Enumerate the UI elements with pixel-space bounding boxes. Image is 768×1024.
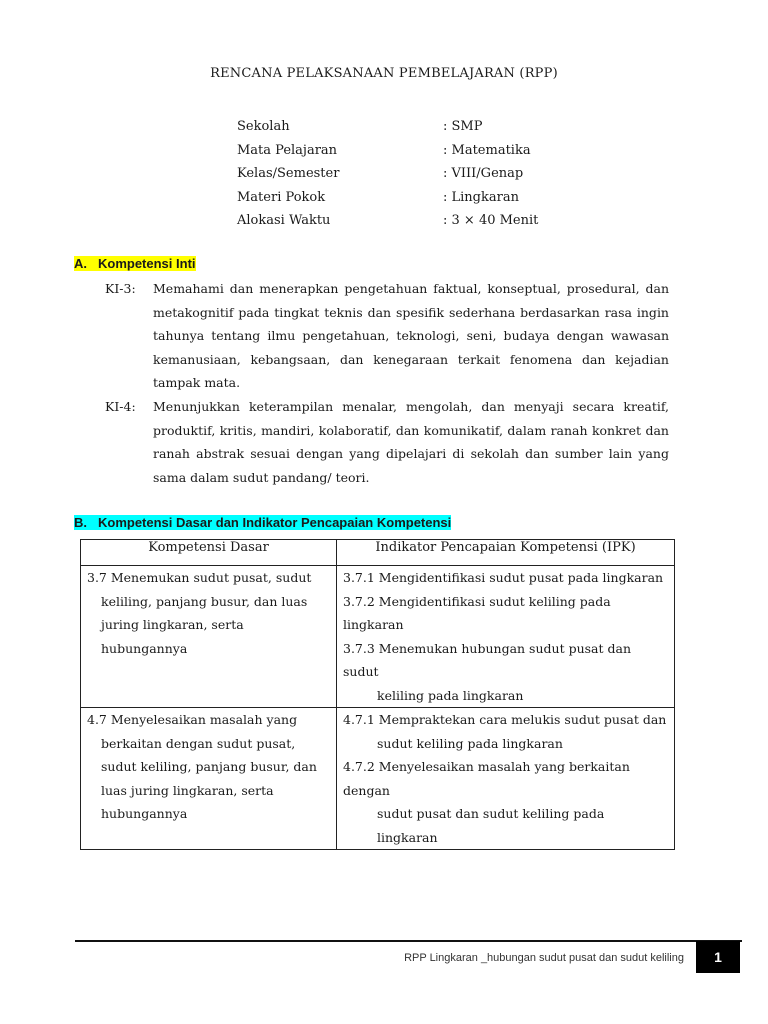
- identity-value: : Lingkaran: [443, 189, 519, 205]
- section-a-letter: A.: [74, 256, 87, 271]
- section-b-highlight: [74, 515, 451, 530]
- ipk-line: 4.7.2 Menyelesaikan masalah yang berkaitan dengan: [343, 759, 630, 798]
- ki-4-item: [105, 395, 669, 489]
- identity-row: [237, 186, 657, 210]
- kd-line: sudut keliling, panjang busur, dan: [101, 759, 317, 774]
- identity-key: Sekolah: [237, 119, 290, 135]
- section-a-title: Kompetensi Inti: [98, 256, 196, 271]
- identity-block: [237, 115, 657, 233]
- table-header-row: [81, 540, 675, 566]
- ipk-line: sudut keliling pada lingkaran: [377, 735, 563, 751]
- kd-line: hubungannya: [101, 640, 188, 656]
- kd-line: 3.7 Menemukan sudut pusat, sudut: [87, 570, 312, 585]
- identity-key: Alokasi Waktu: [237, 213, 331, 229]
- ipk-line: 3.7.1 Mengidentifikasi sudut pusat pada lingkaran: [343, 570, 664, 585]
- section-b-letter: B.: [74, 515, 87, 530]
- ki-4-text: Menunjukkan keterampilan menalar, mengolah, dan menyaji secara kreatif, produktif, kritis, mandiri, kolaboratif, dan komunikatif, dalam ranah konkret dan ranah abstrak sesuai dengan yang dipelajari di sekolah dan sumber lain yang sama dalam sudut pandang/ teori.: [153, 399, 669, 485]
- document-title: RENCANA PELAKSANAAN PEMBELAJARAN (RPP): [210, 66, 558, 81]
- table-row: [81, 566, 675, 708]
- ki-4-label: KI-4:: [105, 399, 136, 414]
- kd-line: juring lingkaran, serta: [101, 617, 244, 632]
- identity-key: Materi Pokok: [237, 189, 326, 205]
- ipk-line: 3.7.3 Menemukan hubungan sudut pusat dan sudut: [343, 640, 631, 679]
- table-row: [81, 708, 675, 850]
- table-header-kd: Kompetensi Dasar: [81, 540, 337, 566]
- kd-line: berkaitan dengan sudut pusat,: [101, 735, 296, 751]
- identity-value: : 3 × 40 Menit: [443, 213, 539, 229]
- footer-text: RPP Lingkaran _hubungan sudut pusat dan sudut keliling: [404, 952, 684, 964]
- ipk-line: 4.7.1 Mempraktekan cara melukis sudut pusat dan: [343, 712, 667, 727]
- identity-value: : VIII/Genap: [443, 166, 524, 182]
- kd-line: keliling, panjang busur, dan luas: [101, 593, 308, 609]
- ipk-line: sudut pusat dan sudut keliling pada lingkaran: [377, 806, 605, 845]
- kd-cell: [81, 708, 337, 850]
- ipk-line: 3.7.2 Mengidentifikasi sudut keliling pada lingkaran: [343, 593, 611, 632]
- ki-3-text: Memahami dan menerapkan pengetahuan faktual, konseptual, prosedural, dan metakognitif pada tingkat teknis dan spesifik sederhana berdasarkan rasa ingin tahunya tentang ilmu pengetahuan, teknologi, seni, budaya dengan wawasan kemanusiaan, kebangsaan, dan kenegaraan terkait fenomena dan kejadian tampak mata.: [153, 281, 669, 390]
- identity-value: : Matematika: [443, 142, 531, 158]
- identity-row: [237, 139, 657, 163]
- section-a-heading: [74, 256, 196, 271]
- section-a-highlight: [74, 256, 196, 271]
- section-b-heading: [74, 515, 451, 530]
- ipk-cell: [337, 708, 675, 850]
- table-header-ipk: Indikator Pencapaian Kompetensi (IPK): [337, 540, 675, 566]
- kd-line: hubungannya: [101, 806, 188, 821]
- identity-row: [237, 115, 657, 139]
- page-number: 1: [696, 941, 740, 973]
- footer-divider: [75, 940, 742, 942]
- identity-key: Kelas/Semester: [237, 166, 340, 182]
- section-b-title: Kompetensi Dasar dan Indikator Pencapaian Kompetensi: [98, 515, 452, 530]
- ipk-line: keliling pada lingkaran: [377, 687, 524, 703]
- identity-key: Mata Pelajaran: [237, 142, 338, 158]
- ipk-cell: [337, 566, 675, 708]
- identity-value: : SMP: [443, 119, 483, 135]
- identity-row: [237, 209, 657, 233]
- kd-line: 4.7 Menyelesaikan masalah yang: [87, 712, 298, 727]
- kd-line: luas juring lingkaran, serta: [101, 782, 274, 798]
- kd-cell: [81, 566, 337, 708]
- competency-table: [80, 539, 675, 850]
- identity-row: [237, 162, 657, 186]
- ki-3-label: KI-3:: [105, 281, 136, 296]
- ki-3-item: [105, 277, 669, 395]
